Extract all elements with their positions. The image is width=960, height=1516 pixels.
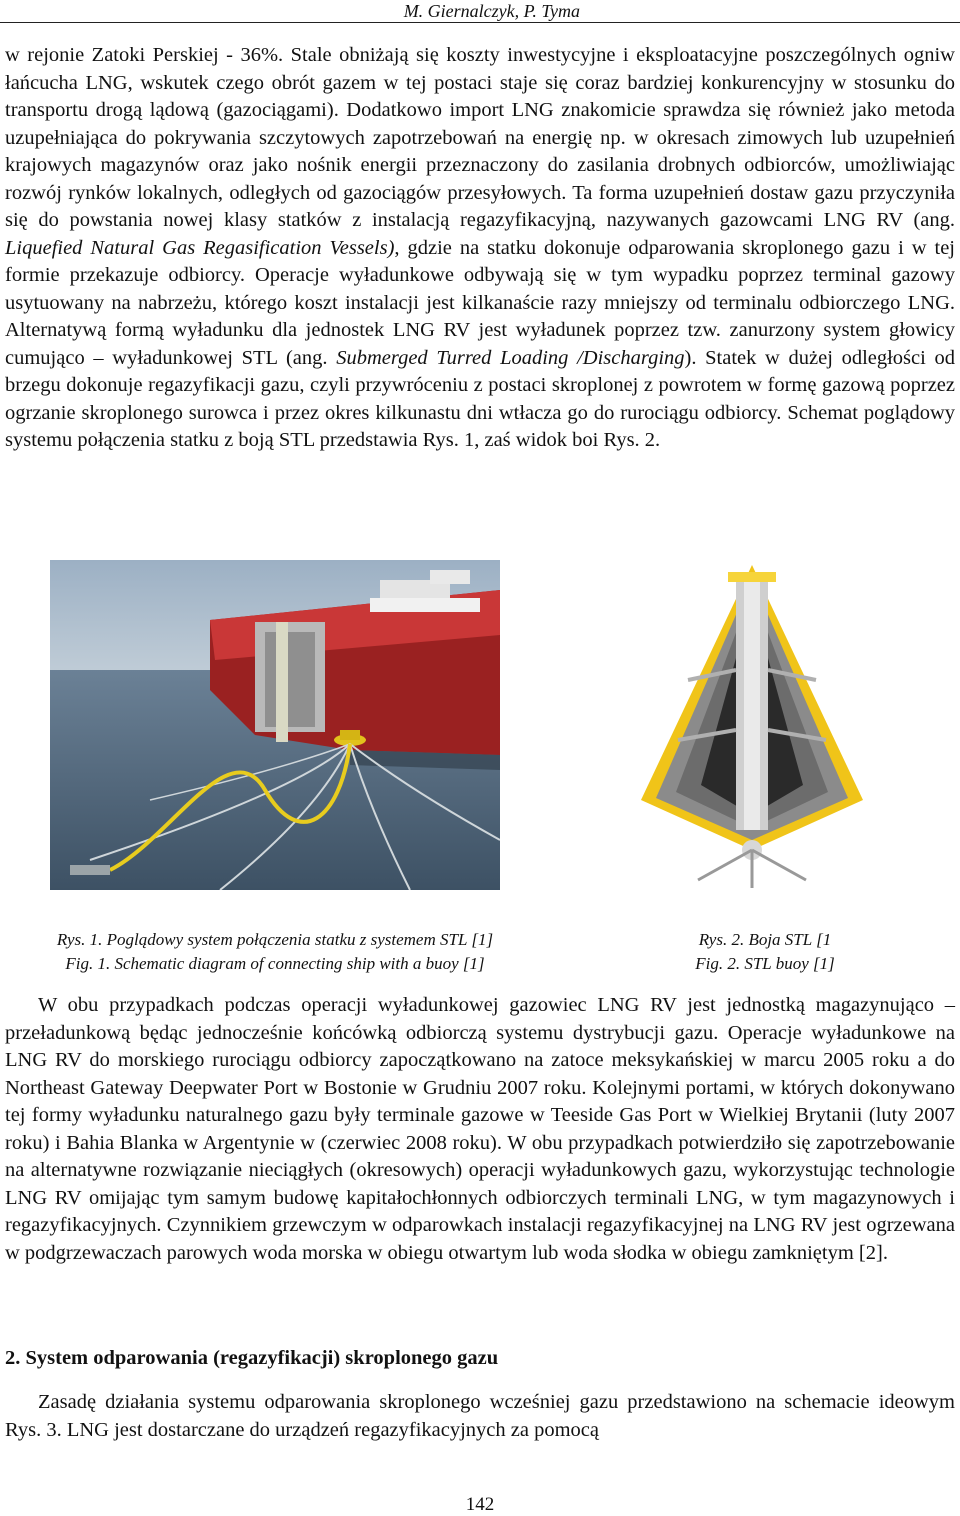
running-header (0, 0, 960, 23)
paragraph-1 (5, 42, 955, 455)
paragraph-1-text-c: ). Statek w dużej odległości od brzegu dokonuje regazyfikacji gazu, czyli przywróceniu z postaci skroplonej z powrotem w formę gazową poprzez ogrzanie skroplonego surowca i przez okres kilkunastu dni wtłacza go do rurociągu odbiorcy. Schemat poglądowy systemu połączenia statku z boją STL przedstawia Rys. 1, zaś widok boi Rys. 2. (5, 346, 955, 451)
figure-2-caption (670, 928, 860, 976)
paragraph-2: W obu przypadkach podczas operacji wyładunkowej gazowiec LNG RV jest jednostką magazynująco – przeładunkową będąc jednocześnie końcówką odbiorczą systemu dystrybucji gazu. Operacje wyładunkowe na LNG RV do morskiego rurociągu odbiorcy zapoczątkowano na zatoce meksykańskiej w marcu 2005 roku a do Northeast Gateway Deepwater Port w Bostonie w Grudniu 2007 roku. Kolejnymi portami, w których dokonywano tej formy wyładunku naturalnego gazu były terminale gazowe w Teeside Gas Port w Wielkiej Brytanii (luty 2007 roku) i Bahia Blanka w Argentynie w (czerwiec 2008 roku). W obu przypadkach potwierdziło się zapotrzebowanie na alternatywne rozwiązanie nieciągłych (okresowych) operacji wyładunkowych gazu, wykorzystując technologie LNG RV omijając tym samym budowę kapitałochłonnych odbiorczych terminali LNG, w tym magazynowych i regazyfikacyjnych. Czynnikiem grzewczym w odparowkach instalacji regazyfikacyjnej na LNG RV jest ogrzewana w podgrzewaczach parowych woda morska w obiegu otwartym lub woda słodka w obiegu zamkniętym [2]. (5, 994, 955, 1264)
figure-2-caption-pl: Rys. 2. Boja STL [1 (698, 930, 832, 949)
stl-buoy-illustration (628, 560, 876, 890)
figure-1-caption-pl: Rys. 1. Poglądowy system połączenia statku z systemem STL [1] (56, 930, 494, 949)
ship-buoy-illustration (50, 560, 500, 890)
header-author: M. Giernalczyk, P. Tyma (403, 1, 580, 21)
paragraph-1-italic-term-2: Submerged Turred Loading /Discharging (336, 346, 685, 369)
page-number: 142 (465, 1494, 495, 1515)
paragraph-1-text-a: w rejonie Zatoki Perskiej - 36%. Stale obniżają się koszty inwestycyjne i eksploatacyjne poszczególnych ogniw łańcucha LNG, wskutek czego obrót gazem w tej postaci staje się coraz bardziej konkurencyjny w stosunku do transportu drogą lądową (gazociągami). Dodatkowo import LNG znakomicie sprawdza się również jako metoda uzupełniająca do pokrywania szczytowych zapotrzebowań na energię np. w okresach zimowych lub uzupełnień krajowych magazynów oraz jako nośnik energii przeznaczony do zasilania drobnych odbiorców, umożliwiając rozwój rynków lokalnych, odległych od gazociągów przesyłowych. Ta forma uzupełnień dostaw gazu przyczyniła się do powstania nowej klasy statków z instalacją regazyfikacyjną, nazywanych gazowcami LNG RV (ang. (5, 44, 955, 231)
paragraph-3: Zasadę działania systemu odparowania skroplonego wcześniej gazu przedstawiono na schemacie ideowym Rys. 3. LNG jest dostarczane do urządzeń regazyfikacyjnych za pomocą (5, 1391, 955, 1441)
figure-1-caption-en: Fig. 1. Schematic diagram of connecting ship with a buoy [1] (65, 954, 485, 973)
section-heading: 2. System odparowania (regazyfikacji) skroplonego gazu (5, 1347, 499, 1369)
paragraph-1-text-b: , gdzie na statku dokonuje odparowania skroplonego gazu i w tej formie przekazuje odbiorcy. Operacje wyładunkowe odbywają się w tym wypadku poprzez terminal gazowy usytuowany na nabrzeżu, którego koszt instalacji jest kilkanaście razy mniejszy od terminalu odbiorczego LNG. Alternatywą formą wyładunku dla jednostek LNG RV jest wyładunek poprzez tzw. zanurzony system głowicy cumująco – wyładunkowej STL (ang. (5, 236, 955, 369)
figure-1-ship-buoy-image (50, 560, 500, 890)
paragraph-1-italic-term-1: Liquefied Natural Gas Regasification Vessels) (5, 236, 395, 259)
figure-2-stl-buoy-image (628, 560, 876, 890)
figure-1-caption (10, 928, 540, 976)
figure-2-caption-en: Fig. 2. STL buoy [1] (695, 954, 835, 973)
